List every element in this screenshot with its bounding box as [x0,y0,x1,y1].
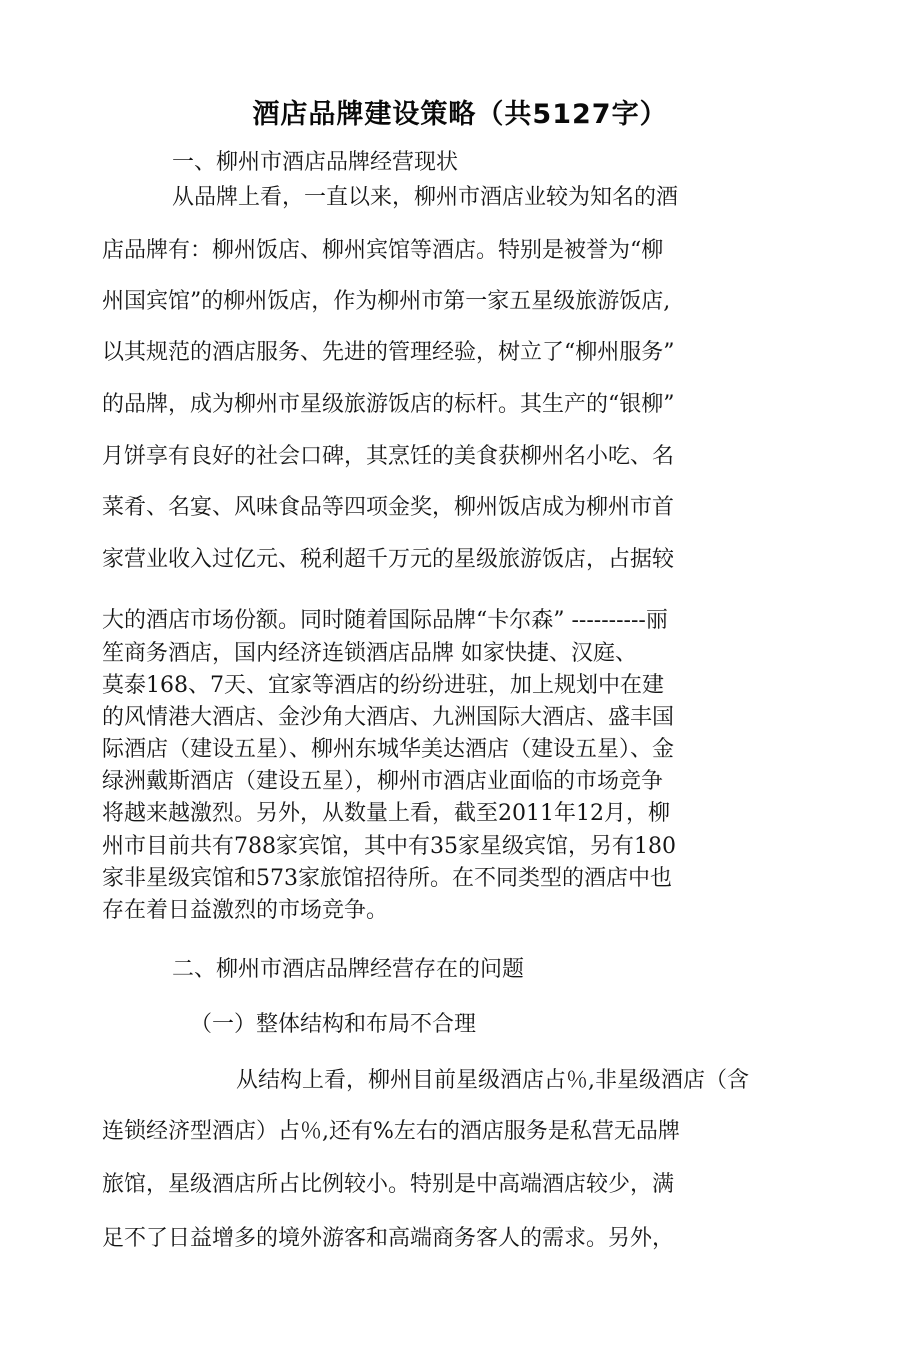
paragraph-line: 的风情港大酒店、金沙角大酒店、九洲国际大酒店、盛丰国 [102,705,675,730]
paragraph-line: 店品牌有：柳州饭店、柳州宾馆等酒店。特别是被誉为“柳 [102,238,664,263]
paragraph-line: 存在着日益激烈的市场竞争。 [102,898,389,923]
section-heading: 二、柳州市酒店品牌经营存在的问题 [172,957,525,982]
paragraph-line: 绿洲戴斯酒店（建设五星），柳州市酒店业面临的市场竞争 [102,769,664,794]
paragraph-line: 的品牌，成为柳州市星级旅游饭店的标杆。其生产的“银柳” [102,392,675,417]
document-title: 酒店品牌建设策略（共5127字） [252,99,668,130]
paragraph-line: 月饼享有良好的社会口碑，其烹饪的美食获柳州名小吃、名 [102,444,675,469]
paragraph-line: 家非星级宾馆和573家旅馆招待所。在不同类型的酒店中也 [102,866,672,891]
paragraph-line: 以其规范的酒店服务、先进的管理经验，树立了“柳州服务” [102,340,675,365]
paragraph-line: 从结构上看，柳州目前星级酒店占％,非星级酒店（含 [236,1068,749,1093]
section-heading: 一、柳州市酒店品牌经营现状 [172,150,459,175]
paragraph-line: 将越来越激烈。另外，从数量上看，截至2011年12月，柳 [102,801,670,826]
paragraph-line: 州市目前共有788家宾馆，其中有35家星级宾馆，另有180 [102,834,676,859]
paragraph-line: 连锁经济型酒店）占％,还有%左右的酒店服务是私营无品牌 [102,1119,680,1144]
paragraph-line: 足不了日益增多的境外游客和高端商务客人的需求。另外， [102,1226,675,1251]
paragraph-line: 莫泰168、7天、宜家等酒店的纷纷进驻，加上规划中在建 [102,673,664,698]
subsection-heading: （一）整体结构和布局不合理 [190,1012,477,1037]
paragraph-line: 家营业收入过亿元、税利超千万元的星级旅游饭店，占据较 [102,547,675,572]
paragraph-line: 笙商务酒店，国内经济连锁酒店品牌 如家快捷、汉庭、 [102,641,637,666]
paragraph-line: 从品牌上看，一直以来，柳州市酒店业较为知名的酒 [172,185,679,210]
paragraph-line: 际酒店（建设五星）、柳州东城华美达酒店（建设五星）、金 [102,737,675,762]
paragraph-line: 旅馆，星级酒店所占比例较小。特别是中高端酒店较少，满 [102,1172,675,1197]
paragraph-line: 州国宾馆”的柳州饭店，作为柳州市第一家五星级旅游饭店, [102,289,671,314]
paragraph-line: 大的酒店市场份额。同时随着国际品牌“卡尔森” ----------丽 [102,608,668,633]
paragraph-line: 菜肴、名宴、风味食品等四项金奖，柳州饭店成为柳州市首 [102,495,675,520]
